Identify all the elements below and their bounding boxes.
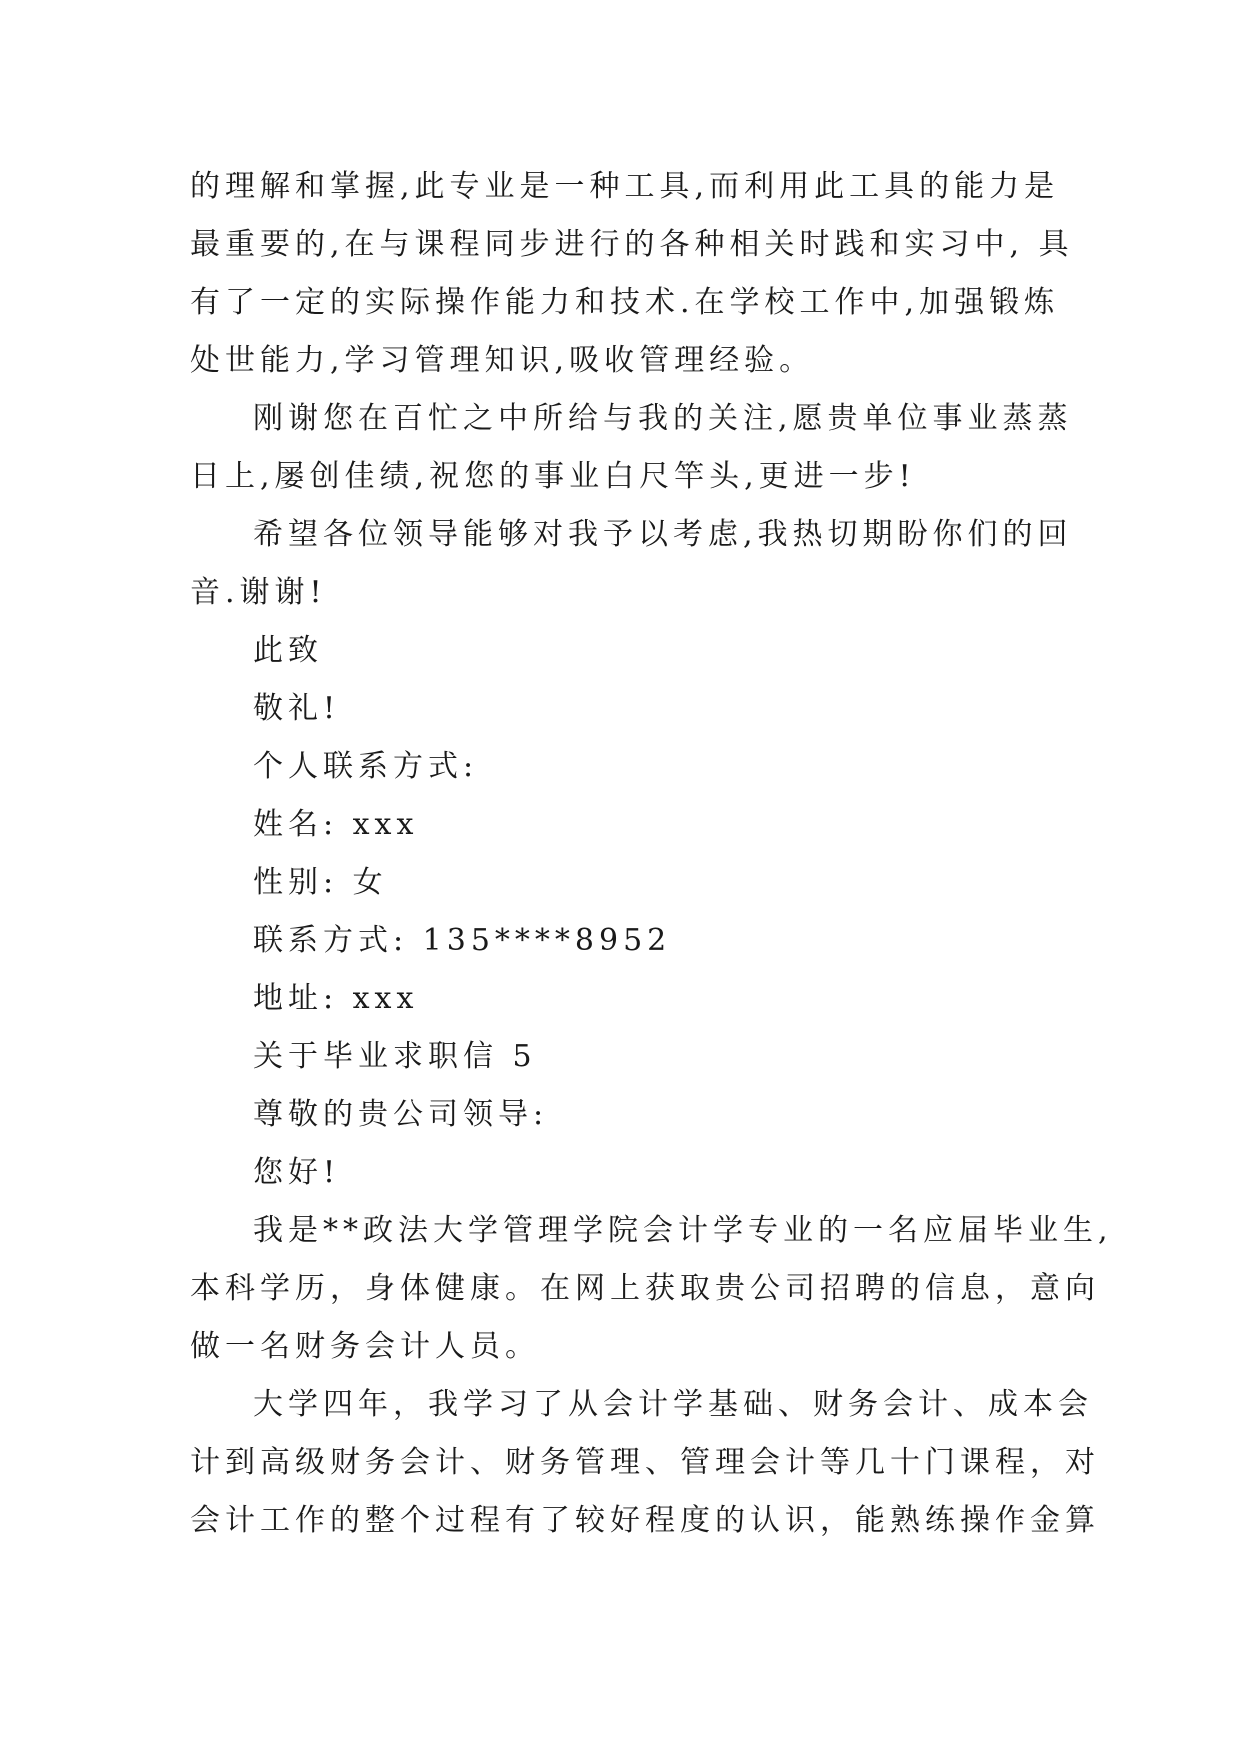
contact-heading: 个人联系方式: <box>253 749 479 784</box>
paragraph-line: 计到高级财务会计、财务管理、管理会计等几十门课程，对 <box>190 1445 1100 1480</box>
paragraph-line: 的理解和掌握,此专业是一种工具,而利用此工具的能力是 <box>190 169 1060 204</box>
section-heading: 关于毕业求职信 5 <box>253 1039 537 1074</box>
paragraph-line: 我是**政法大学管理学院会计学专业的一名应届毕业生, <box>253 1213 1113 1248</box>
paragraph-line: 音.谢谢! <box>190 575 327 610</box>
contact-phone: 联系方式: 135****8952 <box>253 923 672 958</box>
paragraph-line: 最重要的,在与课程同步进行的各种相关时践和实习中, 具 <box>190 227 1074 262</box>
paragraph-line: 日上,屡创佳绩,祝您的事业白尺竿头,更进一步! <box>190 459 916 494</box>
contact-gender: 性别: 女 <box>253 865 388 900</box>
closing-line: 此致 <box>253 633 323 668</box>
paragraph-line: 有了一定的实际操作能力和技术.在学校工作中,加强锻炼 <box>190 285 1060 320</box>
salutation: 尊敬的贵公司领导: <box>253 1097 549 1132</box>
contact-name: 姓名: xxx <box>253 807 419 842</box>
paragraph-line: 刚谢您在百忙之中所给与我的关注,愿贵单位事业蒸蒸 <box>253 401 1073 436</box>
contact-address: 地址: xxx <box>253 981 419 1016</box>
paragraph-line: 处世能力,学习管理知识,吸收管理经验。 <box>190 343 815 378</box>
paragraph-line: 希望各位领导能够对我予以考虑,我热切期盼你们的回 <box>253 517 1073 552</box>
document-body <box>190 158 1113 1550</box>
paragraph-line: 会计工作的整个过程有了较好程度的认识，能熟练操作金算 <box>190 1503 1100 1538</box>
greeting: 您好! <box>253 1155 341 1190</box>
paragraph-line: 做一名财务会计人员。 <box>190 1329 540 1364</box>
closing-line: 敬礼! <box>253 691 341 726</box>
paragraph-line: 本科学历，身体健康。在网上获取贵公司招聘的信息，意向 <box>190 1271 1100 1306</box>
paragraph-line: 大学四年，我学习了从会计学基础、财务会计、成本会 <box>253 1387 1093 1422</box>
